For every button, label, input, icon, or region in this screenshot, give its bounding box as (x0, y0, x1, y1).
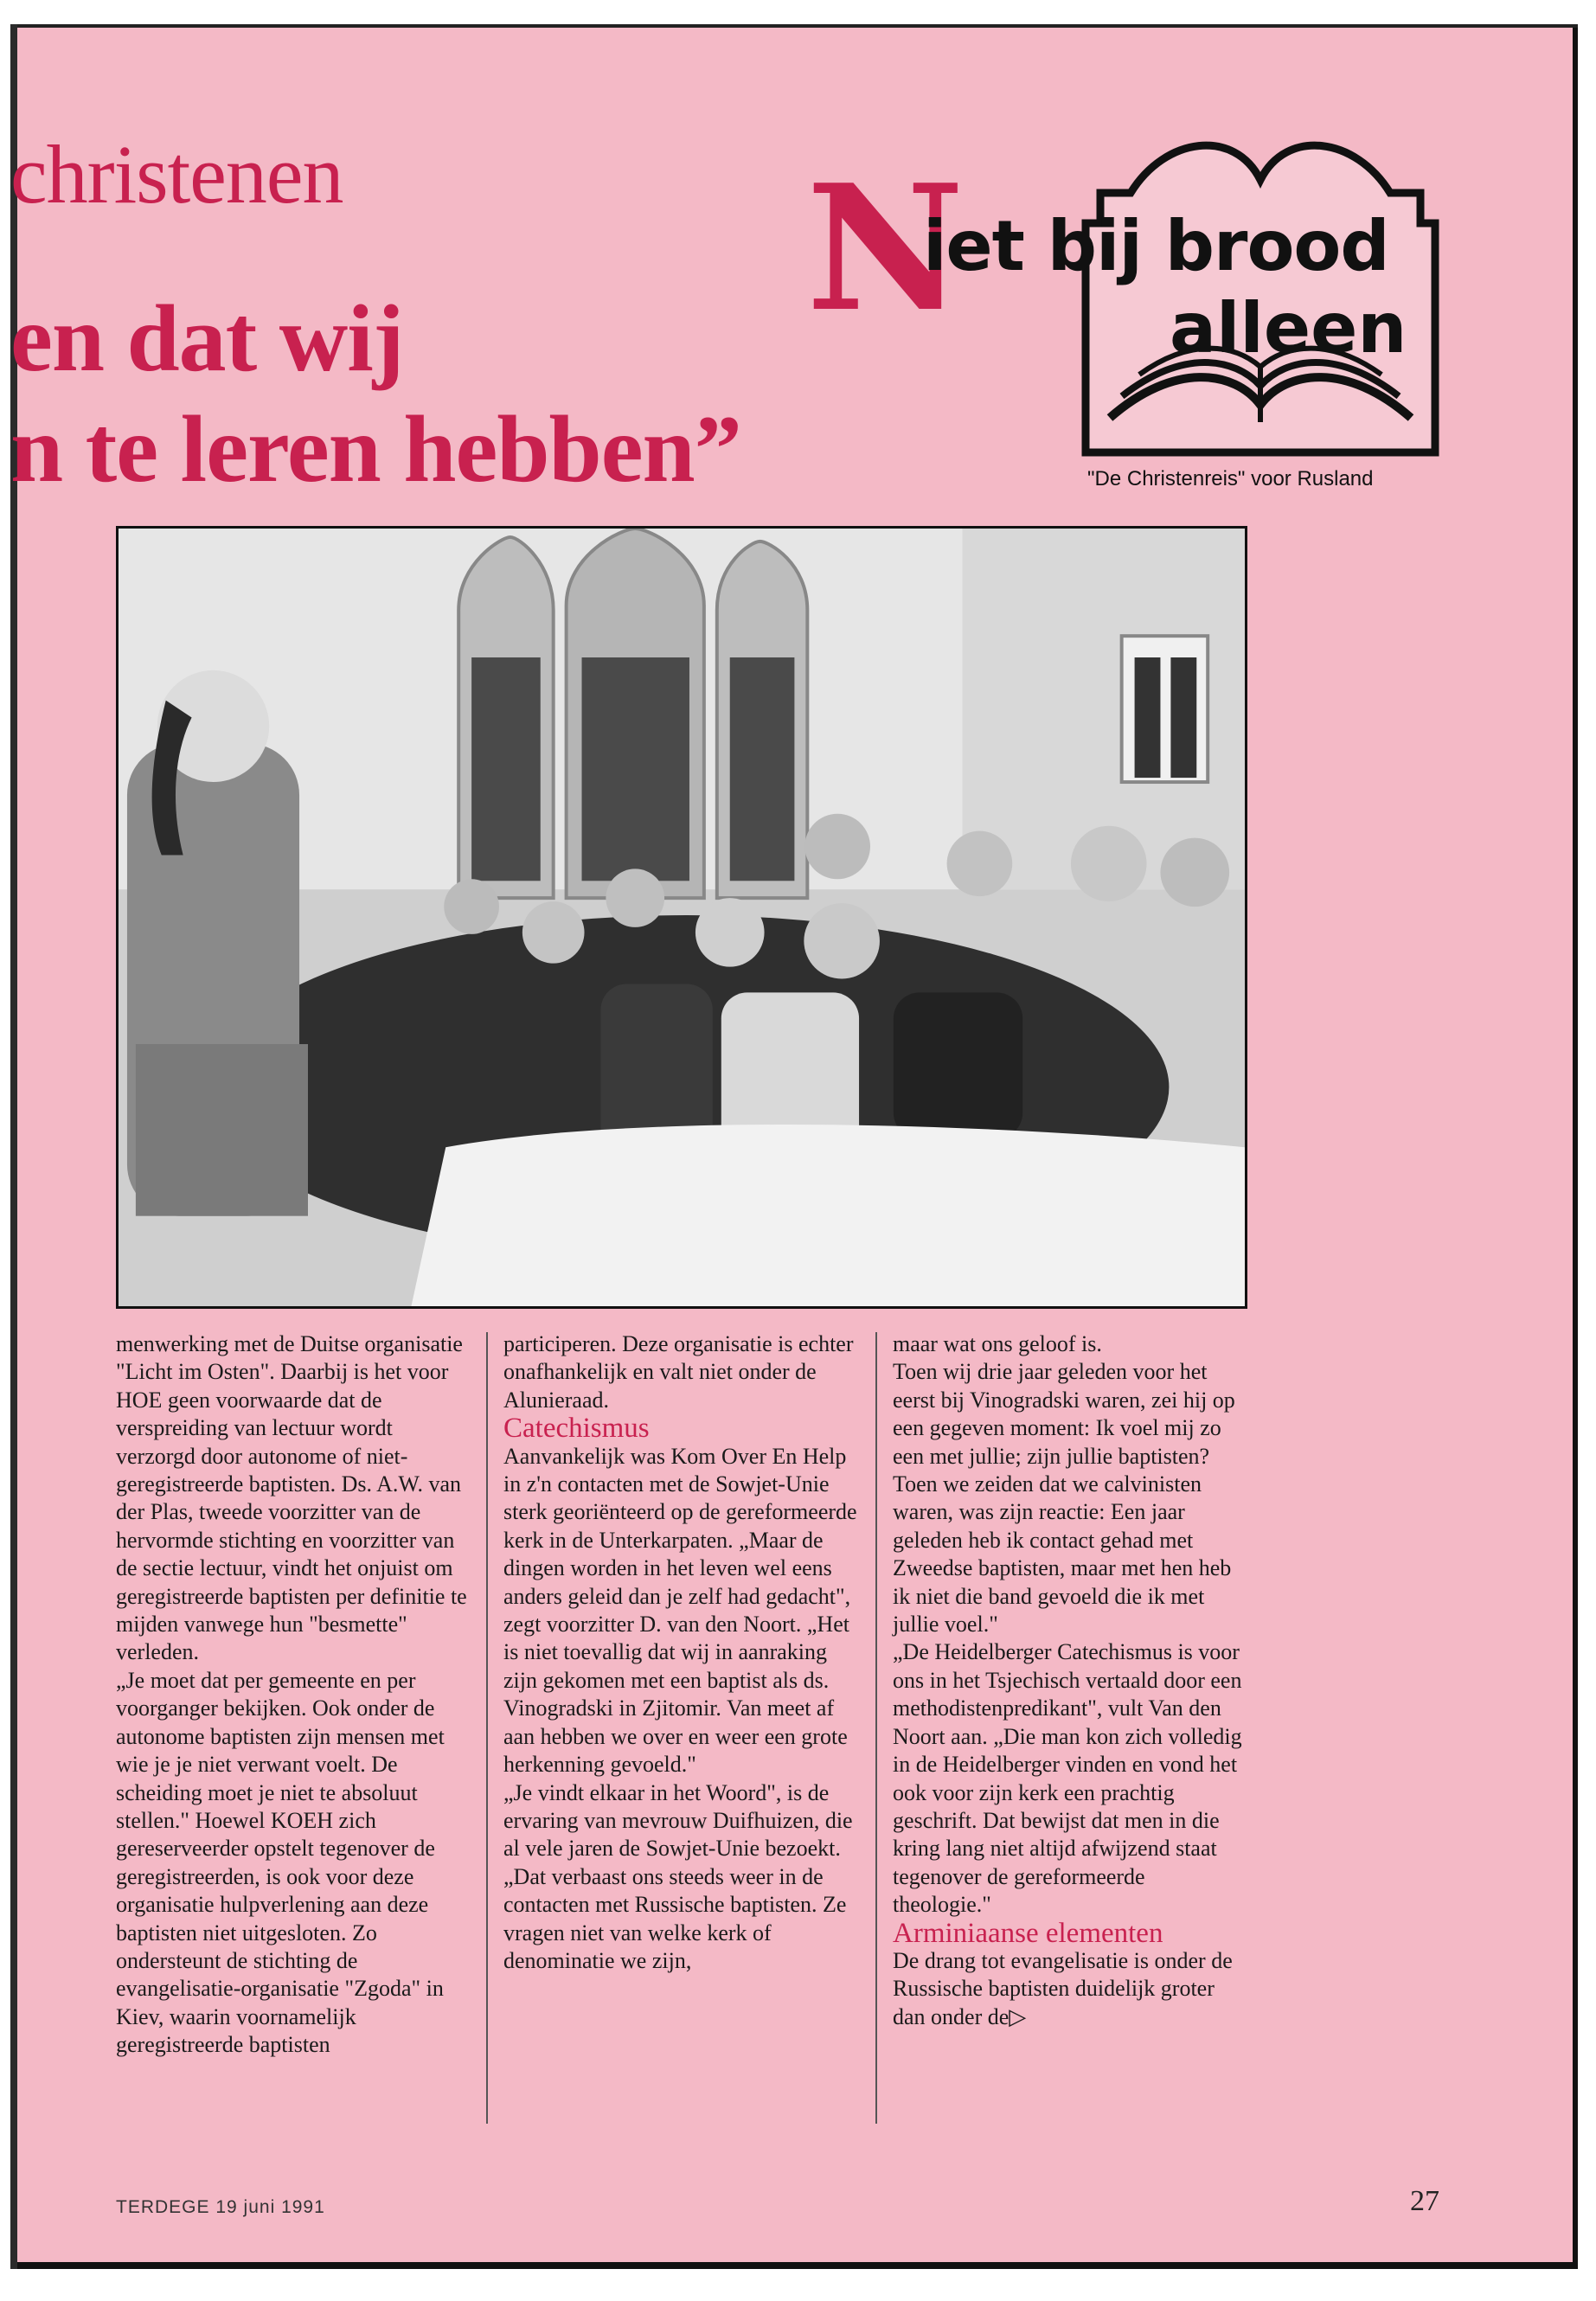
article-column-2 (503, 1330, 858, 1975)
logo-title-line-2: alleen (1170, 288, 1407, 369)
column-2-intro: participeren. Deze organisatie is echter onafhankelijk en valt niet onder de Alunieraad. (503, 1331, 854, 1413)
subheading-catechismus: Catechismus (503, 1413, 650, 1445)
headline-line-1: christenen (10, 128, 343, 221)
page-number: 27 (1410, 2185, 1439, 2217)
column-3-paragraph: „De Heidelberger Catechismus is voor ons in het Tsjechisch vertaald door een methodistenpredikant", vult Van den Noort aan. „Die man kon zich volledig in de Heidelberger vinden en vond het ook voor zijn kerk een prachtig geschrift. Dat bewijst dat men in die kring lang niet altijd afwijzend staat tegenover de gereformeerde theologie." (893, 1639, 1242, 1918)
column-3-paragraph: maar wat ons geloof is. (893, 1331, 1102, 1356)
subheading-arminiaanse-elementen: Arminiaanse elementen (893, 1917, 1163, 1949)
column-3-tail: De drang tot evangelisatie is onder de Russische baptisten duidelijk groter dan onder de▷ (893, 1947, 1233, 2029)
publication-footer: TERDEGE 19 juni 1991 (116, 2197, 325, 2217)
column-rule-1 (486, 1332, 488, 2124)
column-1-paragraph: menwerking met de Duitse organisatie "Licht im Osten". Daarbij is het voor HOE geen voorwaarde dat de verspreiding van lectuur wordt verzorgd door autonome of niet-geregistreerde baptisten. Ds. A.W. van der Plas, tweede voorzitter van de hervormde stichting en voorzitter van de sectie lectuur, vindt het onjuist om geregistreerde baptisten per definitie te mijden vanwege hun "besmette" verleden. (116, 1331, 467, 1665)
headline-line-3: n te leren hebben” (10, 396, 741, 502)
column-1-paragraph: „Je moet dat per gemeente en per voorganger bekijken. Ook onder de autonome baptisten zijn mensen met wie je je niet verwant voelt. De scheiding moet je niet te absoluut stellen." Hoewel KOEH zich gereserveerder opstelt tegenover de geregistreerden, is ook voor deze organisatie hulpverlening aan deze baptisten niet uitgesloten. Zo ondersteunt de stichting de evangelisatie-organisatie "Zgoda" in Kiev, waarin voornamelijk geregistreerde baptisten (116, 1667, 445, 2058)
logo-caption: "De Christenreis" voor Rusland (1087, 467, 1374, 490)
series-logo (806, 111, 1446, 509)
article-column-1 (116, 1330, 471, 2060)
article-column-3 (893, 1330, 1247, 2031)
column-rule-2 (875, 1332, 877, 2124)
church-gathering-photo (116, 526, 1247, 1309)
magazine-page (10, 24, 1578, 2269)
column-3-paragraph: Toen wij drie jaar geleden voor het eerst bij Vinogradski waren, zei hij op een gegeven moment: Ik voel mij zo een met jullie; zijn jullie baptisten? Toen we zeiden dat we calvinisten waren, was zijn reactie: Een jaar geleden heb ik contact gehad met Zweedse baptisten, maar met hen heb ik niet die band gevoeld die ik met jullie voel." (893, 1359, 1235, 1638)
logo-initial: N (806, 147, 965, 350)
logo-title-line-1: iet bij brood (923, 206, 1389, 286)
headline-line-2: en dat wij (10, 285, 404, 391)
column-2-paragraph: „Je vindt elkaar in het Woord", is de ervaring van mevrouw Duifhuizen, die al vele jaren de Sowjet-Unie bezoekt. „Dat verbaast ons steeds weer in de contacten met Russische baptisten. Ze vragen niet van welke kerk of denominatie we zijn, (503, 1779, 853, 1973)
top-border (10, 24, 1578, 28)
column-2-paragraph: Aanvankelijk was Kom Over En Help in z'n contacten met de Sowjet-Unie sterk georiënteerd op de gereformeerde kerk in de Unterkarpaten. „Maar de dingen worden in het leven wel eens anders geleid dan je zelf had gedacht", zegt voorzitter D. van den Noort. „Het is niet toevallig dat wij in aanraking zijn gekomen met een baptist als ds. Vinogradski in Zjitomir. Van meet af aan hebben we over en weer een grote herkenning gevoeld." (503, 1443, 857, 1778)
